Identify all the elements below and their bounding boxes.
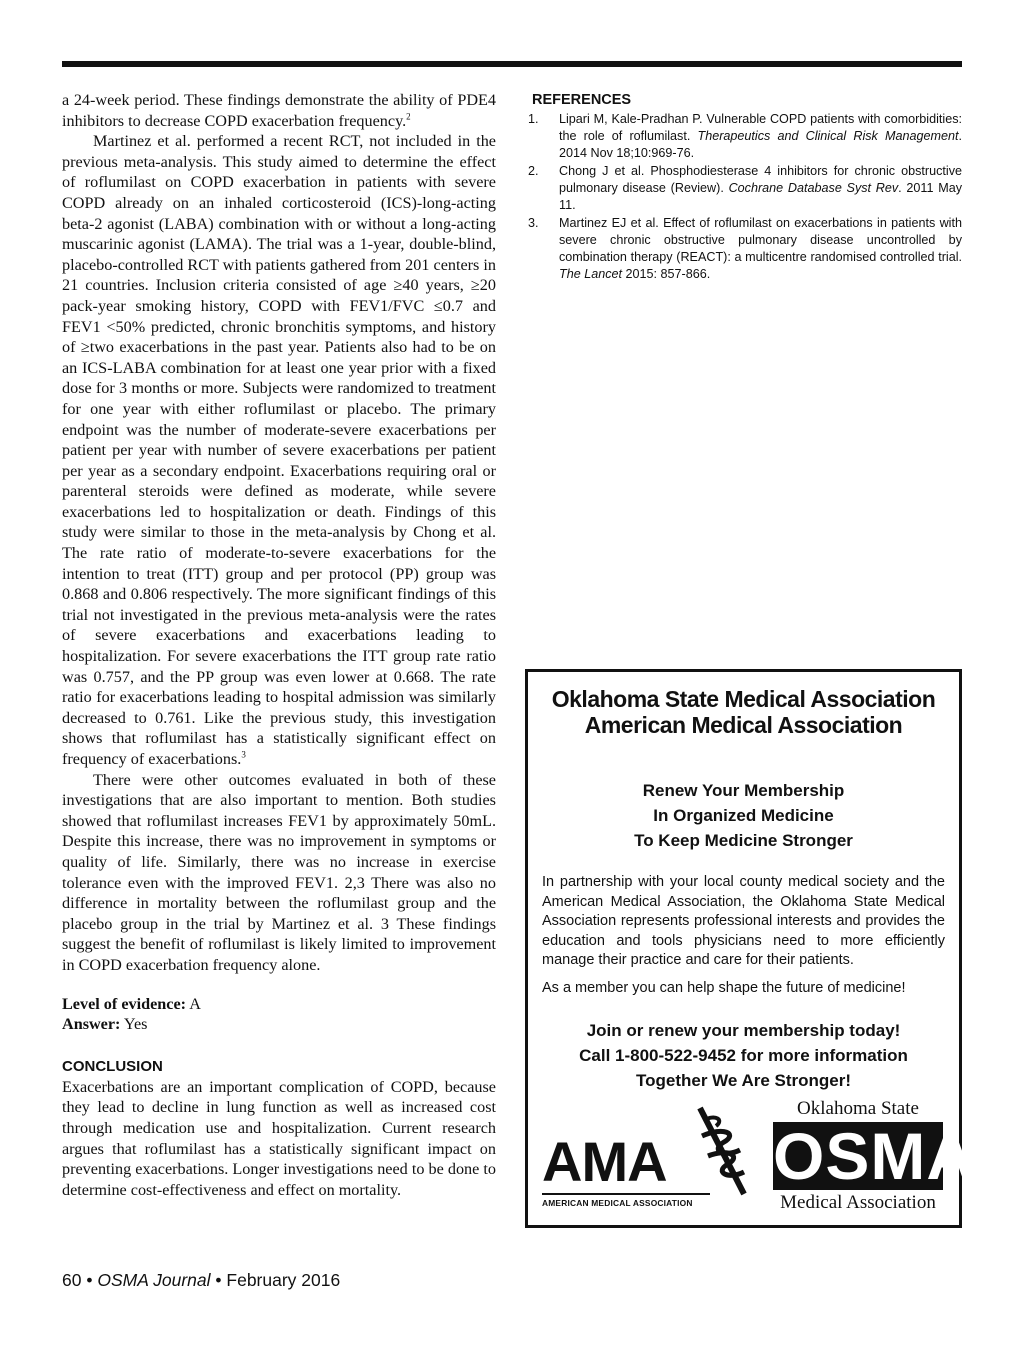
paragraph-3: There were other outcomes evaluated in both of these investigations that are also important to mention. Both studies showed that roflumilast increases FEV1 by approximately 50mL. Despite this increase, there was no improvement in symptoms or quality of life. Similarly, there was no increase in exercise tolerance even with the improved FEV1. 2,3 There was also no difference in mortality between the roflumilast group and the placebo group in the trial by Martinez et al. 3 These findings suggest the benefit of roflumilast is likely limited to improvement in COPD exacerbation frequency alone. [62, 770, 496, 974]
ad-logos [542, 1098, 975, 1216]
ad-call-to-action: Join or renew your membership today! Call 1-800-522-9452 for more information Together We Are Stronger! [579, 1021, 908, 1090]
reference-item: 1. Lipari M, Kale-Pradhan P. Vulnerable COPD patients with comorbidities: the role of roflumilast. Therapeutics and Clinical Risk Management. 2014 Nov 18;10:969-76. [528, 112, 962, 160]
ad-title: Oklahoma State Medical Association American Medical Association [551, 686, 936, 738]
citation-sup: 2 [406, 111, 411, 122]
caduceus-icon [694, 1106, 752, 1198]
membership-advertisement [525, 669, 975, 1228]
ad-subtitle: Renew Your Membership In Organized Medicine To Keep Medicine Stronger [634, 781, 853, 850]
ama-logo: AMA AMERICAN MEDICAL ASSOCIATION [542, 1134, 767, 1206]
osma-logo: Oklahoma State OSMA Medical Association [773, 1098, 975, 1213]
paragraph-2: Martinez et al. performed a recent RCT, not included in the previous meta-analysis. This study aimed to determine the effect of roflumilast on COPD exacerbation in patients with severe COPD already on an inhaled corticosteroid (ICS)-long-acting beta-2 agonist (LABA) combination with or without a long-acting muscarinic agonist (LAMA). The trial was a 1-year, double-blind, placebo-controlled RCT with patients gathered from 201 centers in 21 countries. Inclusion criteria consisted of age ≥40 years, ≥20 pack-year smoking history, COPD with FEV1/FVC ≤0.7 and FEV1 <50% predicted, chronic bronchitis symptoms, and history of ≥two exacerbations in the past year. Patients also had to be on an ICS-LABA combination for at least one year prior with a fixed dose for 3 months or more. Subjects were randomized to treatment for one year with either roflumilast or placebo. The primary endpoint was the number of moderate-severe exacerbations per patient per year with number of severe exacerbations per patient per year as a secondary endpoint. Exacerbations requiring oral or parenteral steroids were defined as moderate, while severe exacerbations led to hospitalization or death. Findings of this study were similar to those in the meta-analysis by Chong et al. The rate ratio of moderate-to-severe exacerbations for the intention to treat (ITT) group and per protocol (PP) group was 0.868 and 0.806 respectively. The more significant findings of this trial not investigated in the previous meta-analysis were the rates of severe exacerbations and exacerbations leading to hospitalization. For severe exacerbations the ITT group rate ratio was 0.757, and the PP group was even lower at 0.668. The rate ratio for exacerbations leading to hospital admission was similarly decreased to 0.761. Like the previous study, this investigation shows that roflumilast has a statistically significant effect on frequency of exacerbations.$^3$ [62, 132, 496, 768]
reference-item: 3. Martinez EJ et al. Effect of roflumilast on exacerbations in patients with severe chronic obstructive pulmonary disease uncontrolled by combination therapy (REACT): a multicentre randomised controlled trial. The Lancet 2015: 857-866. [528, 216, 962, 281]
ad-body-tagline: As a member you can help shape the future of medicine! [542, 979, 906, 996]
top-rule [62, 61, 962, 67]
level-of-evidence: Level of evidence: A [62, 994, 201, 1013]
left-column [62, 90, 496, 1200]
references-section [528, 92, 962, 284]
issue-date: February 2016 [226, 1270, 341, 1290]
journal-name: OSMA Journal [97, 1270, 211, 1290]
references-heading: REFERENCES [532, 92, 632, 108]
citation-sup: 3 [241, 749, 246, 760]
paragraph-1: a 24-week period. These findings demonstrate the ability of PDE4 inhibitors to decrease COPD exacerbation frequency.$^2$ [62, 91, 496, 130]
conclusion-text: Exacerbations are an important complication of COPD, because they lead to decline in lung function as well as increased cost through medication use and hospitalization. Current research argues that roflumilast has a statistically significant impact on preventing exacerbations. Longer investigations need to be done to determine cost-effectiveness and effect on mortality. [62, 1077, 496, 1199]
page-number: 60 [62, 1270, 82, 1290]
conclusion-heading: CONCLUSION [62, 1057, 163, 1075]
page-footer: 60 • OSMA Journal • February 2016 [62, 1270, 341, 1290]
ad-body: In partnership with your local county medical society and the American Medical Association, the Oklahoma State Medical Association represents professional interests and provides the education and tools physicians need to more efficiently manage their practice and care for their patients. [542, 874, 945, 968]
reference-item: 2. Chong J et al. Phosphodiesterase 4 inhibitors for chronic obstructive pulmonary disease (Review). Cochrane Database Syst Rev. 2011 May 11. [528, 164, 962, 212]
answer-line: Answer: Yes [62, 1015, 148, 1034]
